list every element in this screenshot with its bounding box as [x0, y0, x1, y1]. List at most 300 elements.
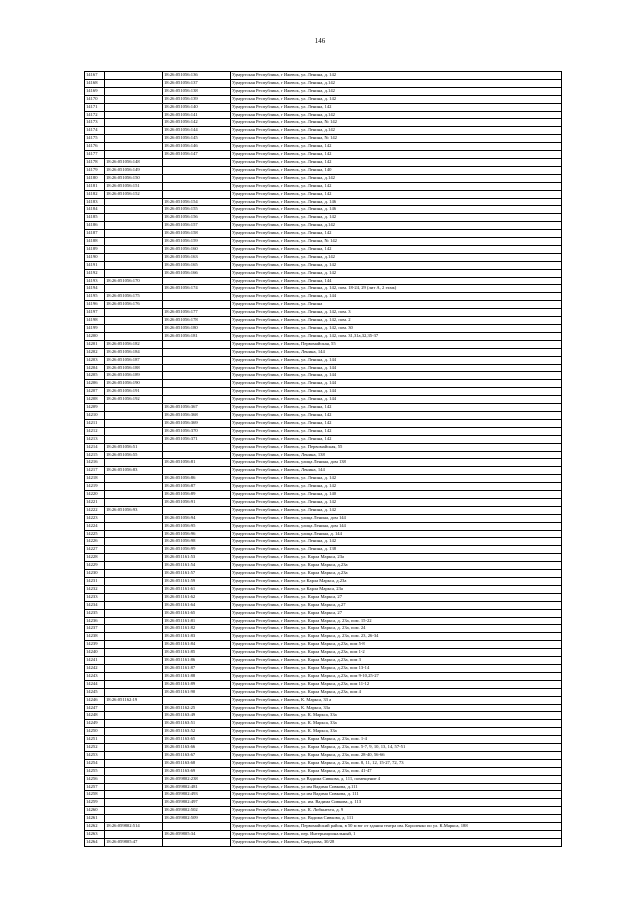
- land-cadastral-number-cell: [105, 514, 163, 522]
- building-cadastral-number-cell: 18:26:051056:177: [163, 309, 231, 317]
- table-row: [85, 680, 562, 688]
- row-number-cell: 14187: [85, 230, 105, 238]
- row-number-cell: 14174: [85, 127, 105, 135]
- row-number-cell: 14235: [85, 609, 105, 617]
- address-cell: Удмуртская Республика, г Ижевск, ул. Ленина, д. 144: [231, 388, 562, 396]
- building-cadastral-number-cell: 18:26:051161:81: [163, 617, 231, 625]
- building-cadastral-number-cell: [163, 380, 231, 388]
- row-number-cell: 14254: [85, 759, 105, 767]
- building-cadastral-number-cell: 18:26:051161:84: [163, 641, 231, 649]
- building-cadastral-number-cell: 18:26:051056:159: [163, 238, 231, 246]
- land-cadastral-number-cell: [105, 775, 163, 783]
- address-cell: Удмуртская Республика, г Ижевск, ул. Ленина, 142: [231, 404, 562, 412]
- address-cell: Удмуртская Республика, г Ижевск, ул. Ленина, д. 146: [231, 206, 562, 214]
- land-cadastral-number-cell: [105, 404, 163, 412]
- building-cadastral-number-cell: 18:26:051056:94: [163, 514, 231, 522]
- address-cell: Удмуртская Республика, г Ижевск, ул. Ленина, 142: [231, 245, 562, 253]
- row-number-cell: 14192: [85, 269, 105, 277]
- address-cell: Удмуртская Республика, г Ижевск, улица Ленина, д. 144: [231, 530, 562, 538]
- row-number-cell: 14196: [85, 301, 105, 309]
- land-cadastral-number-cell: [105, 253, 163, 261]
- land-cadastral-number-cell: [105, 744, 163, 752]
- address-cell: Удмуртская Республика, г Ижевск, ул. Ленина, № 142: [231, 238, 562, 246]
- row-number-cell: 14178: [85, 158, 105, 166]
- row-number-cell: 14249: [85, 720, 105, 728]
- table-row: [85, 712, 562, 720]
- land-cadastral-number-cell: [105, 522, 163, 530]
- land-cadastral-number-cell: [105, 325, 163, 333]
- table-row: [85, 704, 562, 712]
- table-row: [85, 238, 562, 246]
- address-cell: Удмуртская Республика, г Ижевск, ул. Ленина, д. 144: [231, 356, 562, 364]
- building-cadastral-number-cell: 18:26:051163:69: [163, 767, 231, 775]
- building-cadastral-number-cell: 18:26:051056:86: [163, 475, 231, 483]
- address-cell: Удмуртская Республика, г Ижевск, ул. К. Маркса, 33а: [231, 728, 562, 736]
- land-cadastral-number-cell: 18:26:051056:175: [105, 293, 163, 301]
- land-cadastral-number-cell: [105, 657, 163, 665]
- building-cadastral-number-cell: 18:26:059802:238: [163, 775, 231, 783]
- address-cell: Удмуртская Республика, г Ижевск, Ленина, 138: [231, 451, 562, 459]
- building-cadastral-number-cell: 18:26:051161:54: [163, 562, 231, 570]
- table-row: [85, 728, 562, 736]
- building-cadastral-number-cell: 18:26:051056:87: [163, 483, 231, 491]
- row-number-cell: 14212: [85, 427, 105, 435]
- row-number-cell: 14181: [85, 182, 105, 190]
- building-cadastral-number-cell: [163, 696, 231, 704]
- row-number-cell: 14220: [85, 491, 105, 499]
- row-number-cell: 14263: [85, 831, 105, 839]
- table-row: [85, 87, 562, 95]
- table-row: [85, 672, 562, 680]
- row-number-cell: 14186: [85, 222, 105, 230]
- address-cell: Удмуртская Республика, г Ижевск, ул. Карла Маркса, д. 23а, пом. 41-47: [231, 767, 562, 775]
- table-row: [85, 158, 562, 166]
- land-cadastral-number-cell: [105, 427, 163, 435]
- building-cadastral-number-cell: [163, 388, 231, 396]
- building-cadastral-number-cell: 18:26:051161:86: [163, 657, 231, 665]
- address-cell: Удмуртская Республика, г Ижевск, ул. Ленина, д. 142: [231, 261, 562, 269]
- building-cadastral-number-cell: 18:26:051056:155: [163, 206, 231, 214]
- address-cell: Удмуртская Республика, г Ижевск, ул. Карла Маркса, д.23а: [231, 562, 562, 570]
- land-cadastral-number-cell: [105, 578, 163, 586]
- table-row: [85, 744, 562, 752]
- address-cell: Удмуртская Республика, г Ижевск, ул. Карла Маркса, д. 23а, пом. 28-40, 56-66: [231, 751, 562, 759]
- land-cadastral-number-cell: 18:26:051056:192: [105, 396, 163, 404]
- table-row: [85, 783, 562, 791]
- address-cell: Удмуртская Республика, г Ижевск, ул. Ленина, д. 142: [231, 214, 562, 222]
- building-cadastral-number-cell: 18:26:051161:88: [163, 672, 231, 680]
- row-number-cell: 14257: [85, 783, 105, 791]
- building-cadastral-number-cell: 18:26:051056:95: [163, 522, 231, 530]
- row-number-cell: 14248: [85, 712, 105, 720]
- row-number-cell: 14241: [85, 657, 105, 665]
- address-cell: Удмуртская Республика, г Ижевск, К. Маркса, 33а: [231, 704, 562, 712]
- land-cadastral-number-cell: [105, 151, 163, 159]
- table-row: [85, 435, 562, 443]
- building-cadastral-number-cell: [163, 277, 231, 285]
- building-cadastral-number-cell: [163, 372, 231, 380]
- building-cadastral-number-cell: 18:26:051161:85: [163, 649, 231, 657]
- address-cell: Удмуртская Республика, г Ижевск, ул. Карла Маркса, д. 23а, пом. 8, 11, 12, 15-27, 72, 73: [231, 759, 562, 767]
- building-cadastral-number-cell: 18:26:059802:497: [163, 799, 231, 807]
- table-row: [85, 767, 562, 775]
- building-cadastral-number-cell: 18:26:051056:98: [163, 538, 231, 546]
- row-number-cell: 14242: [85, 664, 105, 672]
- land-cadastral-number-cell: 18:26:051056:93: [105, 506, 163, 514]
- building-cadastral-number-cell: [163, 301, 231, 309]
- land-cadastral-number-cell: [105, 791, 163, 799]
- row-number-cell: 14217: [85, 467, 105, 475]
- land-cadastral-number-cell: [105, 530, 163, 538]
- address-cell: Удмуртская Республика, г Ижевск, ул. Карла Маркса, д.23а, пом 4: [231, 688, 562, 696]
- row-number-cell: 14206: [85, 380, 105, 388]
- land-cadastral-number-cell: 18:26:051056:151: [105, 182, 163, 190]
- table-row: [85, 538, 562, 546]
- table-row: [85, 214, 562, 222]
- table-row: [85, 230, 562, 238]
- land-cadastral-number-cell: 18:26:051056:51: [105, 443, 163, 451]
- row-number-cell: 14239: [85, 641, 105, 649]
- address-cell: Удмуртская Республика, г Ижевск, ул. Ленина, д. 142: [231, 506, 562, 514]
- building-cadastral-number-cell: 18:26:051056:180: [163, 325, 231, 333]
- table-row: [85, 222, 562, 230]
- land-cadastral-number-cell: 18:26:059805:47: [105, 838, 163, 846]
- building-cadastral-number-cell: [163, 348, 231, 356]
- row-number-cell: 14243: [85, 672, 105, 680]
- row-number-cell: 14188: [85, 238, 105, 246]
- row-number-cell: 14215: [85, 451, 105, 459]
- land-cadastral-number-cell: [105, 538, 163, 546]
- address-cell: Удмуртская Республика, г Ижевск, ул. Ленина, 142: [231, 190, 562, 198]
- building-cadastral-number-cell: 18:26:051056:139: [163, 95, 231, 103]
- building-cadastral-number-cell: 18:26:051056:154: [163, 198, 231, 206]
- table-row: [85, 475, 562, 483]
- land-cadastral-number-cell: [105, 332, 163, 340]
- row-number-cell: 14205: [85, 372, 105, 380]
- building-cadastral-number-cell: 18:26:051163:68: [163, 759, 231, 767]
- land-cadastral-number-cell: [105, 261, 163, 269]
- row-number-cell: 14250: [85, 728, 105, 736]
- building-cadastral-number-cell: 18:26:051056:144: [163, 127, 231, 135]
- row-number-cell: 14253: [85, 751, 105, 759]
- table-row: [85, 293, 562, 301]
- table-row: [85, 143, 562, 151]
- land-cadastral-number-cell: [105, 238, 163, 246]
- land-cadastral-number-cell: [105, 222, 163, 230]
- table-row: [85, 775, 562, 783]
- row-number-cell: 14201: [85, 340, 105, 348]
- building-cadastral-number-cell: 18:26:051056:137: [163, 79, 231, 87]
- row-number-cell: 14233: [85, 593, 105, 601]
- land-cadastral-number-cell: [105, 483, 163, 491]
- address-cell: Удмуртская Республика, г Ижевск, ул. Ленина, д.142: [231, 222, 562, 230]
- address-cell: Удмуртская Республика, г Ижевск, ул. Ленина, д. 138: [231, 546, 562, 554]
- building-cadastral-number-cell: 18:26:051161:90: [163, 688, 231, 696]
- land-cadastral-number-cell: 18:26:051056:190: [105, 380, 163, 388]
- table-row: [85, 348, 562, 356]
- table-row: [85, 838, 562, 846]
- table-row: [85, 356, 562, 364]
- land-cadastral-number-cell: [105, 609, 163, 617]
- row-number-cell: 14171: [85, 103, 105, 111]
- land-cadastral-number-cell: [105, 491, 163, 499]
- table-row: [85, 404, 562, 412]
- address-cell: Удмуртская Республика, г Ижевск, улица Ленина, дом 138: [231, 459, 562, 467]
- table-row: [85, 95, 562, 103]
- address-cell: Удмуртская Республика, г Ижевск, ул. Ленина, д. 142, пом. 30: [231, 325, 562, 333]
- address-cell: Удмуртская Республика, г Ижевск, ул. Ленина, д. 142: [231, 538, 562, 546]
- address-cell: Удмуртская Республика, г Ижевск, ул. Карла Маркса, д.23а, пом 9-10,25-27: [231, 672, 562, 680]
- address-cell: Удмуртская Республика, г Ижевск, ул. Ленина, д.142: [231, 87, 562, 95]
- building-cadastral-number-cell: 18:26:051056:181: [163, 332, 231, 340]
- building-cadastral-number-cell: [163, 443, 231, 451]
- address-cell: Удмуртская Республика, г Ижевск, ул. Ленина, д. 144: [231, 364, 562, 372]
- building-cadastral-number-cell: 18:26:051056:91: [163, 498, 231, 506]
- row-number-cell: 14259: [85, 799, 105, 807]
- land-cadastral-number-cell: [105, 736, 163, 744]
- table-row: [85, 641, 562, 649]
- building-cadastral-number-cell: 18:26:051056:142: [163, 119, 231, 127]
- land-cadastral-number-cell: 18:26:059802:514: [105, 823, 163, 831]
- address-cell: Удмуртская Республика, г Ижевск, ул. Карла Маркса, д.23а, пом 11-12: [231, 680, 562, 688]
- building-cadastral-number-cell: [163, 838, 231, 846]
- table-row: [85, 79, 562, 87]
- table-row: [85, 174, 562, 182]
- table-row: [85, 364, 562, 372]
- land-cadastral-number-cell: [105, 799, 163, 807]
- address-cell: Удмуртская Республика, г Ижевск, ул. Ленина, № 142: [231, 119, 562, 127]
- land-cadastral-number-cell: [105, 664, 163, 672]
- table-row: [85, 554, 562, 562]
- row-number-cell: 14230: [85, 570, 105, 578]
- address-cell: Удмуртская Республика, г Ижевск, ул. Ленина, д. 144: [231, 372, 562, 380]
- address-cell: Удмуртская Республика, г Ижевск, Первомайский район, в 50 м юг от здания театра им. Короленко по ул. К.Маркса, 188: [231, 823, 562, 831]
- table-row: [85, 625, 562, 633]
- table-row: [85, 815, 562, 823]
- address-cell: Удмуртская Республика, г Ижевск, ул. К. Либкнехта, д. 9: [231, 807, 562, 815]
- table-row: [85, 245, 562, 253]
- land-cadastral-number-cell: [105, 633, 163, 641]
- building-cadastral-number-cell: 18:26:051056:99: [163, 546, 231, 554]
- table-row: [85, 617, 562, 625]
- building-cadastral-number-cell: [163, 451, 231, 459]
- row-number-cell: 14226: [85, 538, 105, 546]
- table-row: [85, 419, 562, 427]
- building-cadastral-number-cell: 18:26:051161:82: [163, 625, 231, 633]
- table-row: [85, 570, 562, 578]
- building-cadastral-number-cell: 18:26:051161:89: [163, 680, 231, 688]
- table-row: [85, 253, 562, 261]
- land-cadastral-number-cell: [105, 230, 163, 238]
- row-number-cell: 14228: [85, 554, 105, 562]
- address-cell: Удмуртская Республика, г Ижевск, ул. Ленина, 142: [231, 435, 562, 443]
- row-number-cell: 14199: [85, 325, 105, 333]
- table-row: [85, 277, 562, 285]
- building-cadastral-number-cell: [163, 823, 231, 831]
- table-row: [85, 546, 562, 554]
- address-cell: Удмуртская Республика, г Ижевск, ул. Карла Маркса, д. 23а, пом. 15-22: [231, 617, 562, 625]
- address-cell: Удмуртская Республика, г Ижевск, ул. Ленина, 142: [231, 419, 562, 427]
- building-cadastral-number-cell: 18:26:059802:502: [163, 807, 231, 815]
- land-cadastral-number-cell: [105, 704, 163, 712]
- building-cadastral-number-cell: [163, 364, 231, 372]
- address-cell: Удмуртская Республика, г Ижевск, ул. им. Вадима Сивкова, д. 113: [231, 799, 562, 807]
- land-cadastral-number-cell: [105, 135, 163, 143]
- row-number-cell: 14200: [85, 332, 105, 340]
- land-cadastral-number-cell: [105, 419, 163, 427]
- land-cadastral-number-cell: [105, 625, 163, 633]
- table-row: [85, 206, 562, 214]
- building-cadastral-number-cell: 18:26:051056:81: [163, 459, 231, 467]
- land-cadastral-number-cell: [105, 206, 163, 214]
- table-row: [85, 459, 562, 467]
- table-row: [85, 696, 562, 704]
- address-cell: Удмуртская Республика, г Ижевск, ул. Ленина, 142: [231, 411, 562, 419]
- building-cadastral-number-cell: 18:26:051056:369: [163, 419, 231, 427]
- land-cadastral-number-cell: [105, 111, 163, 119]
- row-number-cell: 14184: [85, 206, 105, 214]
- row-number-cell: 14221: [85, 498, 105, 506]
- building-cadastral-number-cell: [163, 166, 231, 174]
- building-cadastral-number-cell: [163, 340, 231, 348]
- row-number-cell: 14194: [85, 285, 105, 293]
- row-number-cell: 14185: [85, 214, 105, 222]
- building-cadastral-number-cell: 18:26:051161:53: [163, 554, 231, 562]
- table-row: [85, 411, 562, 419]
- table-row: [85, 317, 562, 325]
- row-number-cell: 14190: [85, 253, 105, 261]
- address-cell: Удмуртская Республика, г Ижевск, ул. Карла Маркса, д. 23а, пом. 24: [231, 625, 562, 633]
- address-cell: Удмуртская Республика, г Ижевск, Ленина, 144: [231, 467, 562, 475]
- address-cell: Удмуртская Республика, г Ижевск, ул. Ленина, 142: [231, 151, 562, 159]
- table-row: [85, 585, 562, 593]
- table-row: [85, 103, 562, 111]
- land-cadastral-number-cell: 18:26:051056:170: [105, 277, 163, 285]
- land-cadastral-number-cell: [105, 143, 163, 151]
- row-number-cell: 14261: [85, 815, 105, 823]
- building-cadastral-number-cell: [163, 293, 231, 301]
- land-cadastral-number-cell: 18:26:051056:152: [105, 190, 163, 198]
- table-row: [85, 325, 562, 333]
- table-row: [85, 301, 562, 309]
- building-cadastral-number-cell: 18:26:059802:509: [163, 815, 231, 823]
- address-cell: Удмуртская Республика, г Ижевск, улица Ленина, дом 144: [231, 522, 562, 530]
- table-row: [85, 166, 562, 174]
- building-cadastral-number-cell: [163, 396, 231, 404]
- land-cadastral-number-cell: [105, 214, 163, 222]
- address-cell: Удмуртская Республика, г Ижевск, ул Карла Маркса, 23а: [231, 585, 562, 593]
- row-number-cell: 14208: [85, 396, 105, 404]
- land-cadastral-number-cell: 18:26:051056:187: [105, 356, 163, 364]
- row-number-cell: 14210: [85, 411, 105, 419]
- row-number-cell: 14193: [85, 277, 105, 285]
- address-cell: Удмуртская Республика, г Ижевск, ул. Ленина, 142: [231, 103, 562, 111]
- building-cadastral-number-cell: 18:26:051056:157: [163, 222, 231, 230]
- address-cell: Удмуртская Республика, г Ижевск, ул. Карла Маркса, 27: [231, 609, 562, 617]
- land-cadastral-number-cell: [105, 649, 163, 657]
- row-number-cell: 14229: [85, 562, 105, 570]
- building-cadastral-number-cell: 18:26:051056:96: [163, 530, 231, 538]
- building-cadastral-number-cell: 18:26:051056:368: [163, 411, 231, 419]
- row-number-cell: 14262: [85, 823, 105, 831]
- table-row: [85, 799, 562, 807]
- land-cadastral-number-cell: [105, 712, 163, 720]
- land-cadastral-number-cell: [105, 570, 163, 578]
- building-cadastral-number-cell: 18:26:051056:163: [163, 253, 231, 261]
- table-row: [85, 135, 562, 143]
- land-cadastral-number-cell: [105, 309, 163, 317]
- row-number-cell: 14232: [85, 585, 105, 593]
- land-cadastral-number-cell: [105, 79, 163, 87]
- row-number-cell: 14213: [85, 435, 105, 443]
- table-row: [85, 506, 562, 514]
- table-row: [85, 332, 562, 340]
- land-cadastral-number-cell: 18:26:051056:176: [105, 301, 163, 309]
- row-number-cell: 14218: [85, 475, 105, 483]
- land-cadastral-number-cell: [105, 72, 163, 80]
- building-cadastral-number-cell: [163, 356, 231, 364]
- table-row: [85, 633, 562, 641]
- land-cadastral-number-cell: [105, 87, 163, 95]
- land-cadastral-number-cell: [105, 617, 163, 625]
- row-number-cell: 14179: [85, 166, 105, 174]
- building-cadastral-number-cell: 18:26:051161:61: [163, 585, 231, 593]
- row-number-cell: 14255: [85, 767, 105, 775]
- table-row: [85, 498, 562, 506]
- table-row: [85, 372, 562, 380]
- table-row: [85, 578, 562, 586]
- land-cadastral-number-cell: [105, 680, 163, 688]
- land-cadastral-number-cell: [105, 459, 163, 467]
- building-cadastral-number-cell: 18:26:051163:66: [163, 744, 231, 752]
- address-cell: Удмуртская Республика, г Ижевск, ул. Ленина, д.142: [231, 127, 562, 135]
- table-row: [85, 388, 562, 396]
- row-number-cell: 14244: [85, 680, 105, 688]
- building-cadastral-number-cell: [163, 467, 231, 475]
- land-cadastral-number-cell: 18:26:051056:189: [105, 372, 163, 380]
- table-row: [85, 491, 562, 499]
- land-cadastral-number-cell: [105, 767, 163, 775]
- land-cadastral-number-cell: [105, 601, 163, 609]
- row-number-cell: 14168: [85, 79, 105, 87]
- building-cadastral-number-cell: 18:26:051056:160: [163, 245, 231, 253]
- address-cell: Удмуртская Республика, г Ижевск, ул. Ленина, д. 142: [231, 498, 562, 506]
- land-cadastral-number-cell: [105, 554, 163, 562]
- address-cell: Удмуртская Республика, г Ижевск, ул. Карла Маркса, д. 23а, пом. 23, 26-34: [231, 633, 562, 641]
- address-cell: Удмуртская Республика, г Ижевск, ул. Ленина, 142: [231, 143, 562, 151]
- table-row: [85, 72, 562, 80]
- land-cadastral-number-cell: [105, 807, 163, 815]
- land-cadastral-number-cell: 18:26:051162:19: [105, 696, 163, 704]
- building-cadastral-number-cell: 18:26:059802:481: [163, 783, 231, 791]
- table-row: [85, 688, 562, 696]
- row-number-cell: 14202: [85, 348, 105, 356]
- row-number-cell: 14227: [85, 546, 105, 554]
- row-number-cell: 14245: [85, 688, 105, 696]
- building-cadastral-number-cell: 18:26:051056:145: [163, 135, 231, 143]
- row-number-cell: 14234: [85, 601, 105, 609]
- table-row: [85, 467, 562, 475]
- address-cell: Удмуртская Республика, г Ижевск, ул. Ленина, д. 142, пом. 31,31а,32,35-37: [231, 332, 562, 340]
- address-cell: Удмуртская Республика, г Ижевск, Свердлова, 30/28: [231, 838, 562, 846]
- row-number-cell: 14189: [85, 245, 105, 253]
- address-cell: Удмуртская Республика, г Ижевск, ул. Ленина, д.142: [231, 79, 562, 87]
- row-number-cell: 14191: [85, 261, 105, 269]
- row-number-cell: 14238: [85, 633, 105, 641]
- building-cadastral-number-cell: 18:26:059802:493: [163, 791, 231, 799]
- address-cell: Удмуртская Республика, г Ижевск, К. Маркса, 33 а: [231, 696, 562, 704]
- row-number-cell: 14211: [85, 419, 105, 427]
